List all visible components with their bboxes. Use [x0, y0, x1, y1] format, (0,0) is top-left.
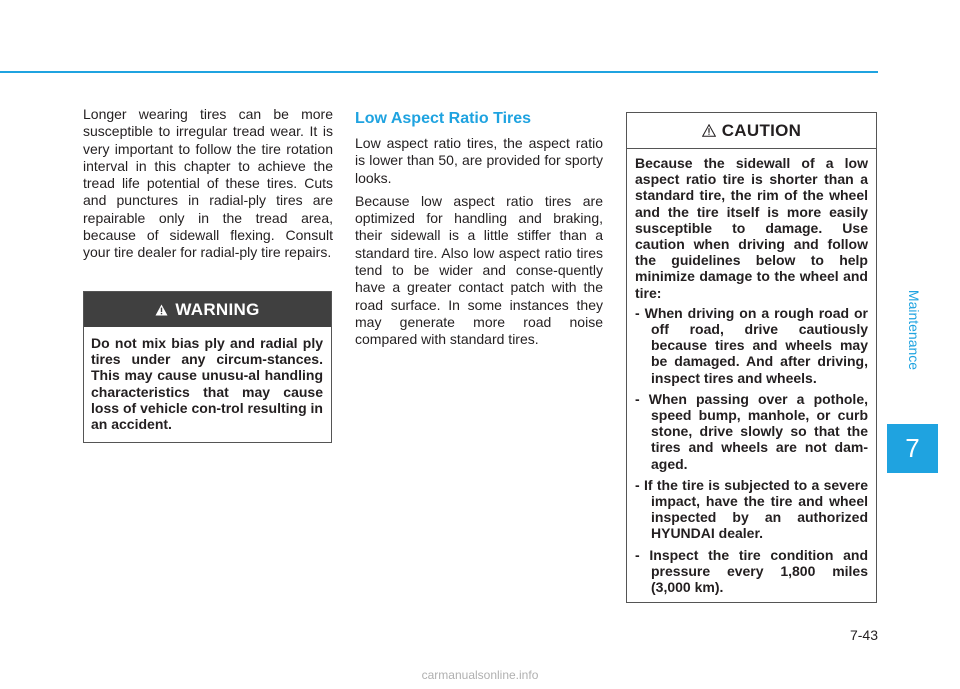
caution-box — [626, 112, 877, 603]
watermark: carmanualsonline.info — [421, 668, 539, 682]
tire-wear-paragraph: Longer wearing tires can be more susceptible to irregular tread wear. It is very important to follow the tire rotation interval in this chapter to achieve the tread life potential of these tires. Cuts and punctures in radial-ply tires are repairable only in the tread area, because of sidewall flexing. Consult your tire dealer for radial-ply tire repairs. — [83, 106, 333, 261]
caution-title: CAUTION — [721, 120, 802, 140]
chapter-side-label — [889, 240, 939, 420]
low-aspect-paragraph-1: Low aspect ratio tires, the aspect ratio is lower than 50, are provided for sporty looks. — [355, 135, 603, 186]
warning-text: Do not mix bias ply and radial ply tires under any circum-stances. This may cause unusu-al handling characteristics that may cause loss of vehicle con-trol resulting in an accident. — [91, 335, 323, 433]
caution-triangle-icon — [702, 124, 716, 137]
page-number: 7-43 — [849, 627, 878, 643]
caution-list — [635, 305, 868, 595]
warning-header — [84, 292, 331, 327]
chapter-tab — [887, 424, 938, 473]
warning-triangle-icon — [155, 304, 168, 316]
chapter-label: Maintenance — [906, 289, 923, 371]
caution-intro: Because the sidewall of a low aspect ratio tire is shorter than a standard tire, the rim of the wheel and the tire itself is more easily susceptible to damage. Use caution when driving and follow the guidelines below to help minimize damage to the wheel and tire: — [635, 155, 868, 301]
caution-content — [627, 149, 876, 595]
caution-item: - If the tire is subjected to a severe impact, have the tire and wheel inspected by an authorized HYUNDAI dealer. — [635, 477, 868, 542]
header-rule — [0, 71, 878, 73]
caution-header — [627, 113, 876, 149]
tire-wear-section — [83, 106, 333, 262]
caution-item: - When passing over a pothole, speed bump, manhole, or curb stone, drive slowly so that the tires and wheels are not dam-aged. — [635, 391, 868, 472]
caution-item: - When driving on a rough road or off road, drive cautiously because tires and wheels may be damaged. And after driving, inspect tires and wheels. — [635, 305, 868, 386]
warning-box — [83, 291, 332, 443]
caution-item: - Inspect the tire condition and pressure every 1,800 miles (3,000 km). — [635, 547, 868, 596]
low-aspect-section — [355, 110, 603, 349]
chapter-number: 7 — [905, 433, 920, 463]
section-heading: Low Aspect Ratio Tires — [355, 110, 532, 127]
warning-title: WARNING — [175, 299, 260, 319]
low-aspect-paragraph-2: Because low aspect ratio tires are optimized for handling and braking, their sidewall is a little stiffer than a standard tire. Also low aspect ratio tires tend to be wider and conse-quently have a greater contact patch with the road surface. In some instances they may generate more road noise compared with standard tires. — [355, 192, 603, 348]
